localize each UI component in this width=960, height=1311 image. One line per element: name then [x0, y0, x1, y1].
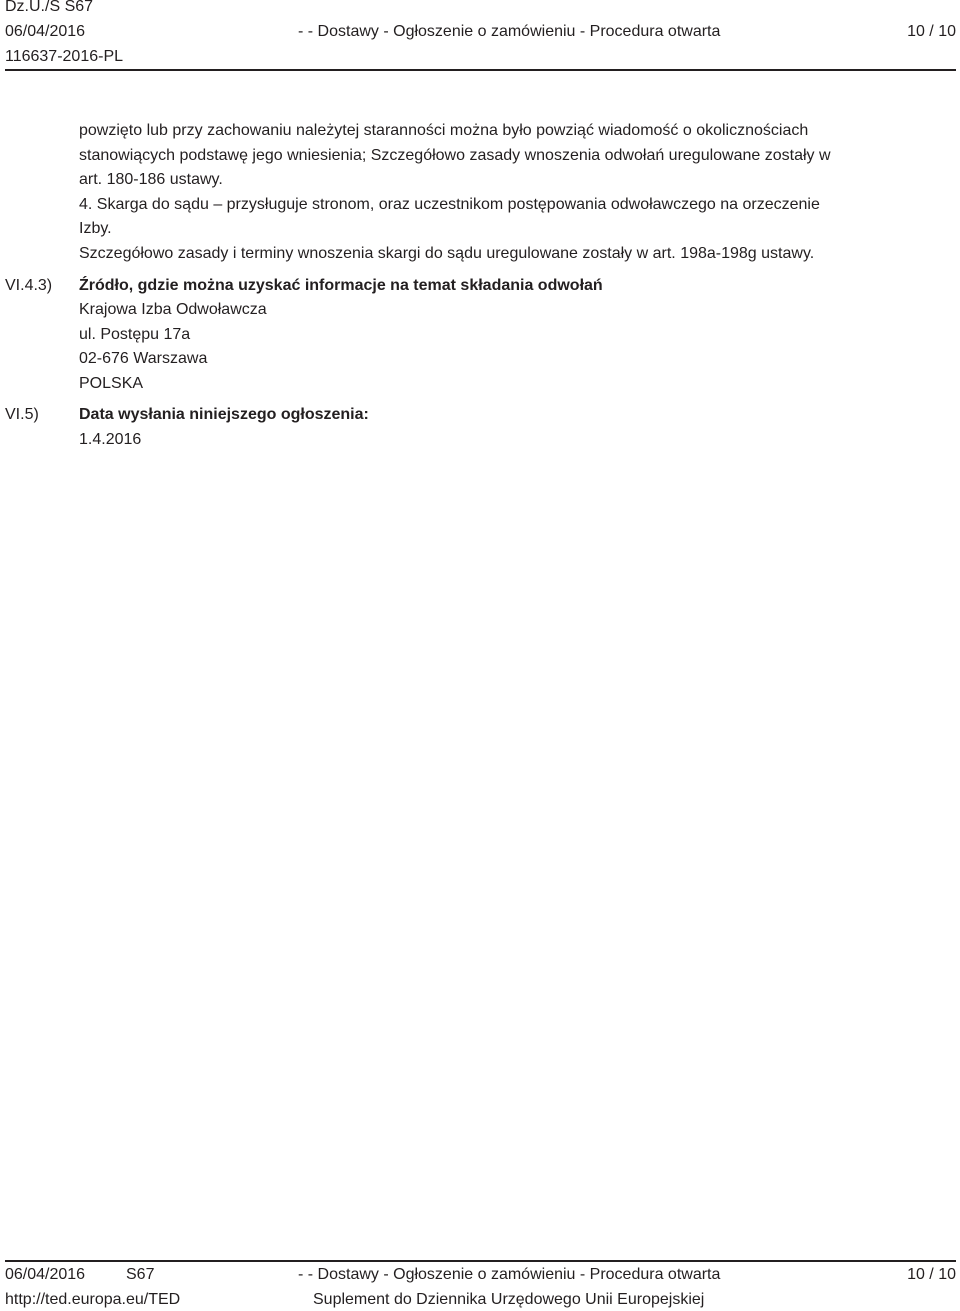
address-line: 02-676 Warszawa	[79, 350, 208, 368]
paragraph-line: powzięto lub przy zachowaniu należytej staranności można było powziąć wiadomość o okolicznościach	[79, 122, 809, 139]
header-page-number: 10 / 10	[907, 23, 956, 40]
paragraph-line: art. 180-186 ustawy.	[79, 171, 223, 189]
footer-series: S67	[126, 1266, 155, 1283]
paragraph-line: 4. Skarga do sądu – przysługuje stronom, oraz uczestnikom postępowania odwoławczego na orzeczenie	[79, 195, 820, 213]
footer-divider	[5, 1260, 956, 1262]
address-line: ul. Postępu 17a	[79, 325, 191, 343]
address-line: POLSKA	[79, 374, 144, 392]
paragraph-line: stanowiących podstawę jego wniesienia; Szczegółowo zasady wnoszenia odwołań uregulowane zostały w	[79, 146, 831, 164]
journal-reference: Dz.U./S S67	[5, 0, 94, 15]
address-line: Krajowa Izba Odwoławcza	[79, 301, 267, 318]
header-date: 06/04/2016	[5, 23, 86, 40]
paragraph-line: Izby.	[79, 220, 112, 238]
paragraph-line: Szczegółowo zasady i terminy wnoszenia skargi do sądu uregulowane zostały w art. 198a-198g ustawy.	[79, 244, 815, 262]
header-divider	[5, 69, 956, 71]
footer-page-number: 10 / 10	[907, 1266, 956, 1283]
header-document-id: 116637-2016-PL	[5, 48, 124, 65]
section-heading-appeals-info: Źródło, gdzie można uzyskać informacje na temat składania odwołań	[79, 277, 603, 294]
paragraph	[79, 119, 831, 267]
footer-supplement-title: Suplement do Dziennika Urzędowego Unii Europejskiej	[313, 1291, 705, 1308]
section-heading-dispatch-date: Data wysłania niniejszego ogłoszenia:	[79, 406, 369, 423]
address-block	[79, 298, 267, 396]
dispatch-date-value: 1.4.2016	[79, 431, 142, 448]
header-notice-title: - - Dostawy - Ogłoszenie o zamówieniu - Procedura otwarta	[298, 23, 721, 40]
footer-notice-title: - - Dostawy - Ogłoszenie o zamówieniu - Procedura otwarta	[298, 1266, 721, 1283]
section-number-vi-5: VI.5)	[5, 406, 39, 423]
footer-url-link[interactable]: http://ted.europa.eu/TED	[5, 1291, 181, 1308]
footer-date: 06/04/2016	[5, 1266, 86, 1283]
section-number-vi-4-3: VI.4.3)	[5, 277, 53, 294]
